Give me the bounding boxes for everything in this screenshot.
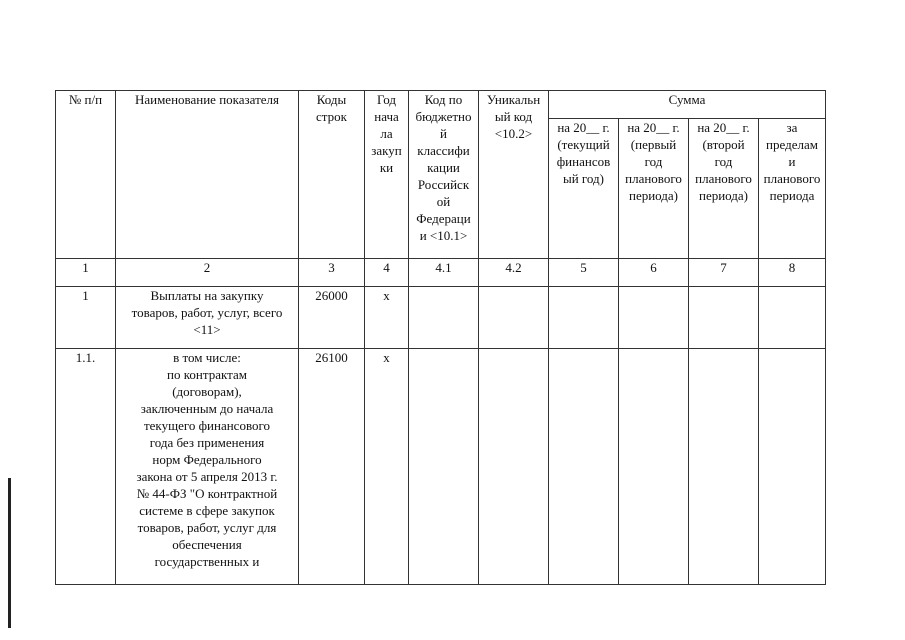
header-name-text: Наименование показателя bbox=[134, 92, 280, 107]
header-sum-text: Сумма bbox=[668, 92, 706, 107]
col-number: 4.1 bbox=[409, 259, 479, 287]
row-unique-code bbox=[479, 287, 549, 349]
header-name bbox=[116, 91, 299, 259]
row-budget-code bbox=[409, 287, 479, 349]
col-number: 5 bbox=[549, 259, 619, 287]
row-sum-current bbox=[549, 349, 619, 585]
scan-edge-mark bbox=[8, 478, 11, 628]
header-sum-current-text: на 20__ г. (текущий финансов ый год) bbox=[556, 120, 611, 186]
header-sum-first-text: на 20__ г. (первый год планового периода) bbox=[625, 120, 682, 203]
row-unique-code bbox=[479, 349, 549, 585]
row-sum-second bbox=[689, 349, 759, 585]
header-sum bbox=[549, 91, 826, 119]
header-budget-code-text: Код по бюджетно й классифи кации Российск ой Федераци и <10.1> bbox=[415, 92, 472, 243]
row-sum-second bbox=[689, 287, 759, 349]
col-number: 7 bbox=[689, 259, 759, 287]
col-number: 1 bbox=[56, 259, 116, 287]
header-unique-code bbox=[479, 91, 549, 259]
header-no-text: № п/п bbox=[68, 92, 103, 107]
expenditure-table bbox=[55, 90, 826, 585]
header-sum-beyond bbox=[759, 119, 826, 259]
row-name bbox=[116, 349, 299, 585]
table-row bbox=[56, 349, 826, 585]
col-number: 4 bbox=[365, 259, 409, 287]
header-year-text: Год нача ла закуп ки bbox=[371, 92, 402, 175]
col-number: 8 bbox=[759, 259, 826, 287]
numbering-row bbox=[56, 259, 826, 287]
header-year bbox=[365, 91, 409, 259]
row-name bbox=[116, 287, 299, 349]
col-number: 4.2 bbox=[479, 259, 549, 287]
row-sum-first bbox=[619, 349, 689, 585]
header-no bbox=[56, 91, 116, 259]
header-sum-second bbox=[689, 119, 759, 259]
row-no: 1.1. bbox=[56, 349, 116, 585]
row-budget-code bbox=[409, 349, 479, 585]
header-sum-second-text: на 20__ г. (второй год планового периода) bbox=[695, 120, 752, 203]
row-code: 26000 bbox=[299, 287, 365, 349]
header-unique-code-text: Уникальн ый код <10.2> bbox=[486, 92, 541, 141]
header-row-top bbox=[56, 91, 826, 119]
col-number: 2 bbox=[116, 259, 299, 287]
row-sum-current bbox=[549, 287, 619, 349]
row-name-text: Выплаты на закупку товаров, работ, услуг, всего <11> bbox=[131, 288, 283, 337]
row-no: 1 bbox=[56, 287, 116, 349]
header-sum-current bbox=[549, 119, 619, 259]
header-budget-code bbox=[409, 91, 479, 259]
row-year: x bbox=[365, 349, 409, 585]
row-sum-first bbox=[619, 287, 689, 349]
header-sum-beyond-text: за пределам и планового периода bbox=[763, 120, 821, 203]
header-codes bbox=[299, 91, 365, 259]
table-row bbox=[56, 287, 826, 349]
row-year: x bbox=[365, 287, 409, 349]
row-sum-beyond bbox=[759, 349, 826, 585]
row-sum-beyond bbox=[759, 287, 826, 349]
header-sum-first bbox=[619, 119, 689, 259]
row-name-text: в том числе: по контрактам (договорам), заключенным до начала текущего финансового года без применения норм Федерального закона от 5 апреля 2013 г. № 44-ФЗ "О контрактной системе в сфере закупок товаров, работ, услуг для обеспечения государственных и bbox=[136, 350, 278, 569]
col-number: 3 bbox=[299, 259, 365, 287]
col-number: 6 bbox=[619, 259, 689, 287]
row-code: 26100 bbox=[299, 349, 365, 585]
header-codes-text: Коды строк bbox=[316, 92, 347, 124]
